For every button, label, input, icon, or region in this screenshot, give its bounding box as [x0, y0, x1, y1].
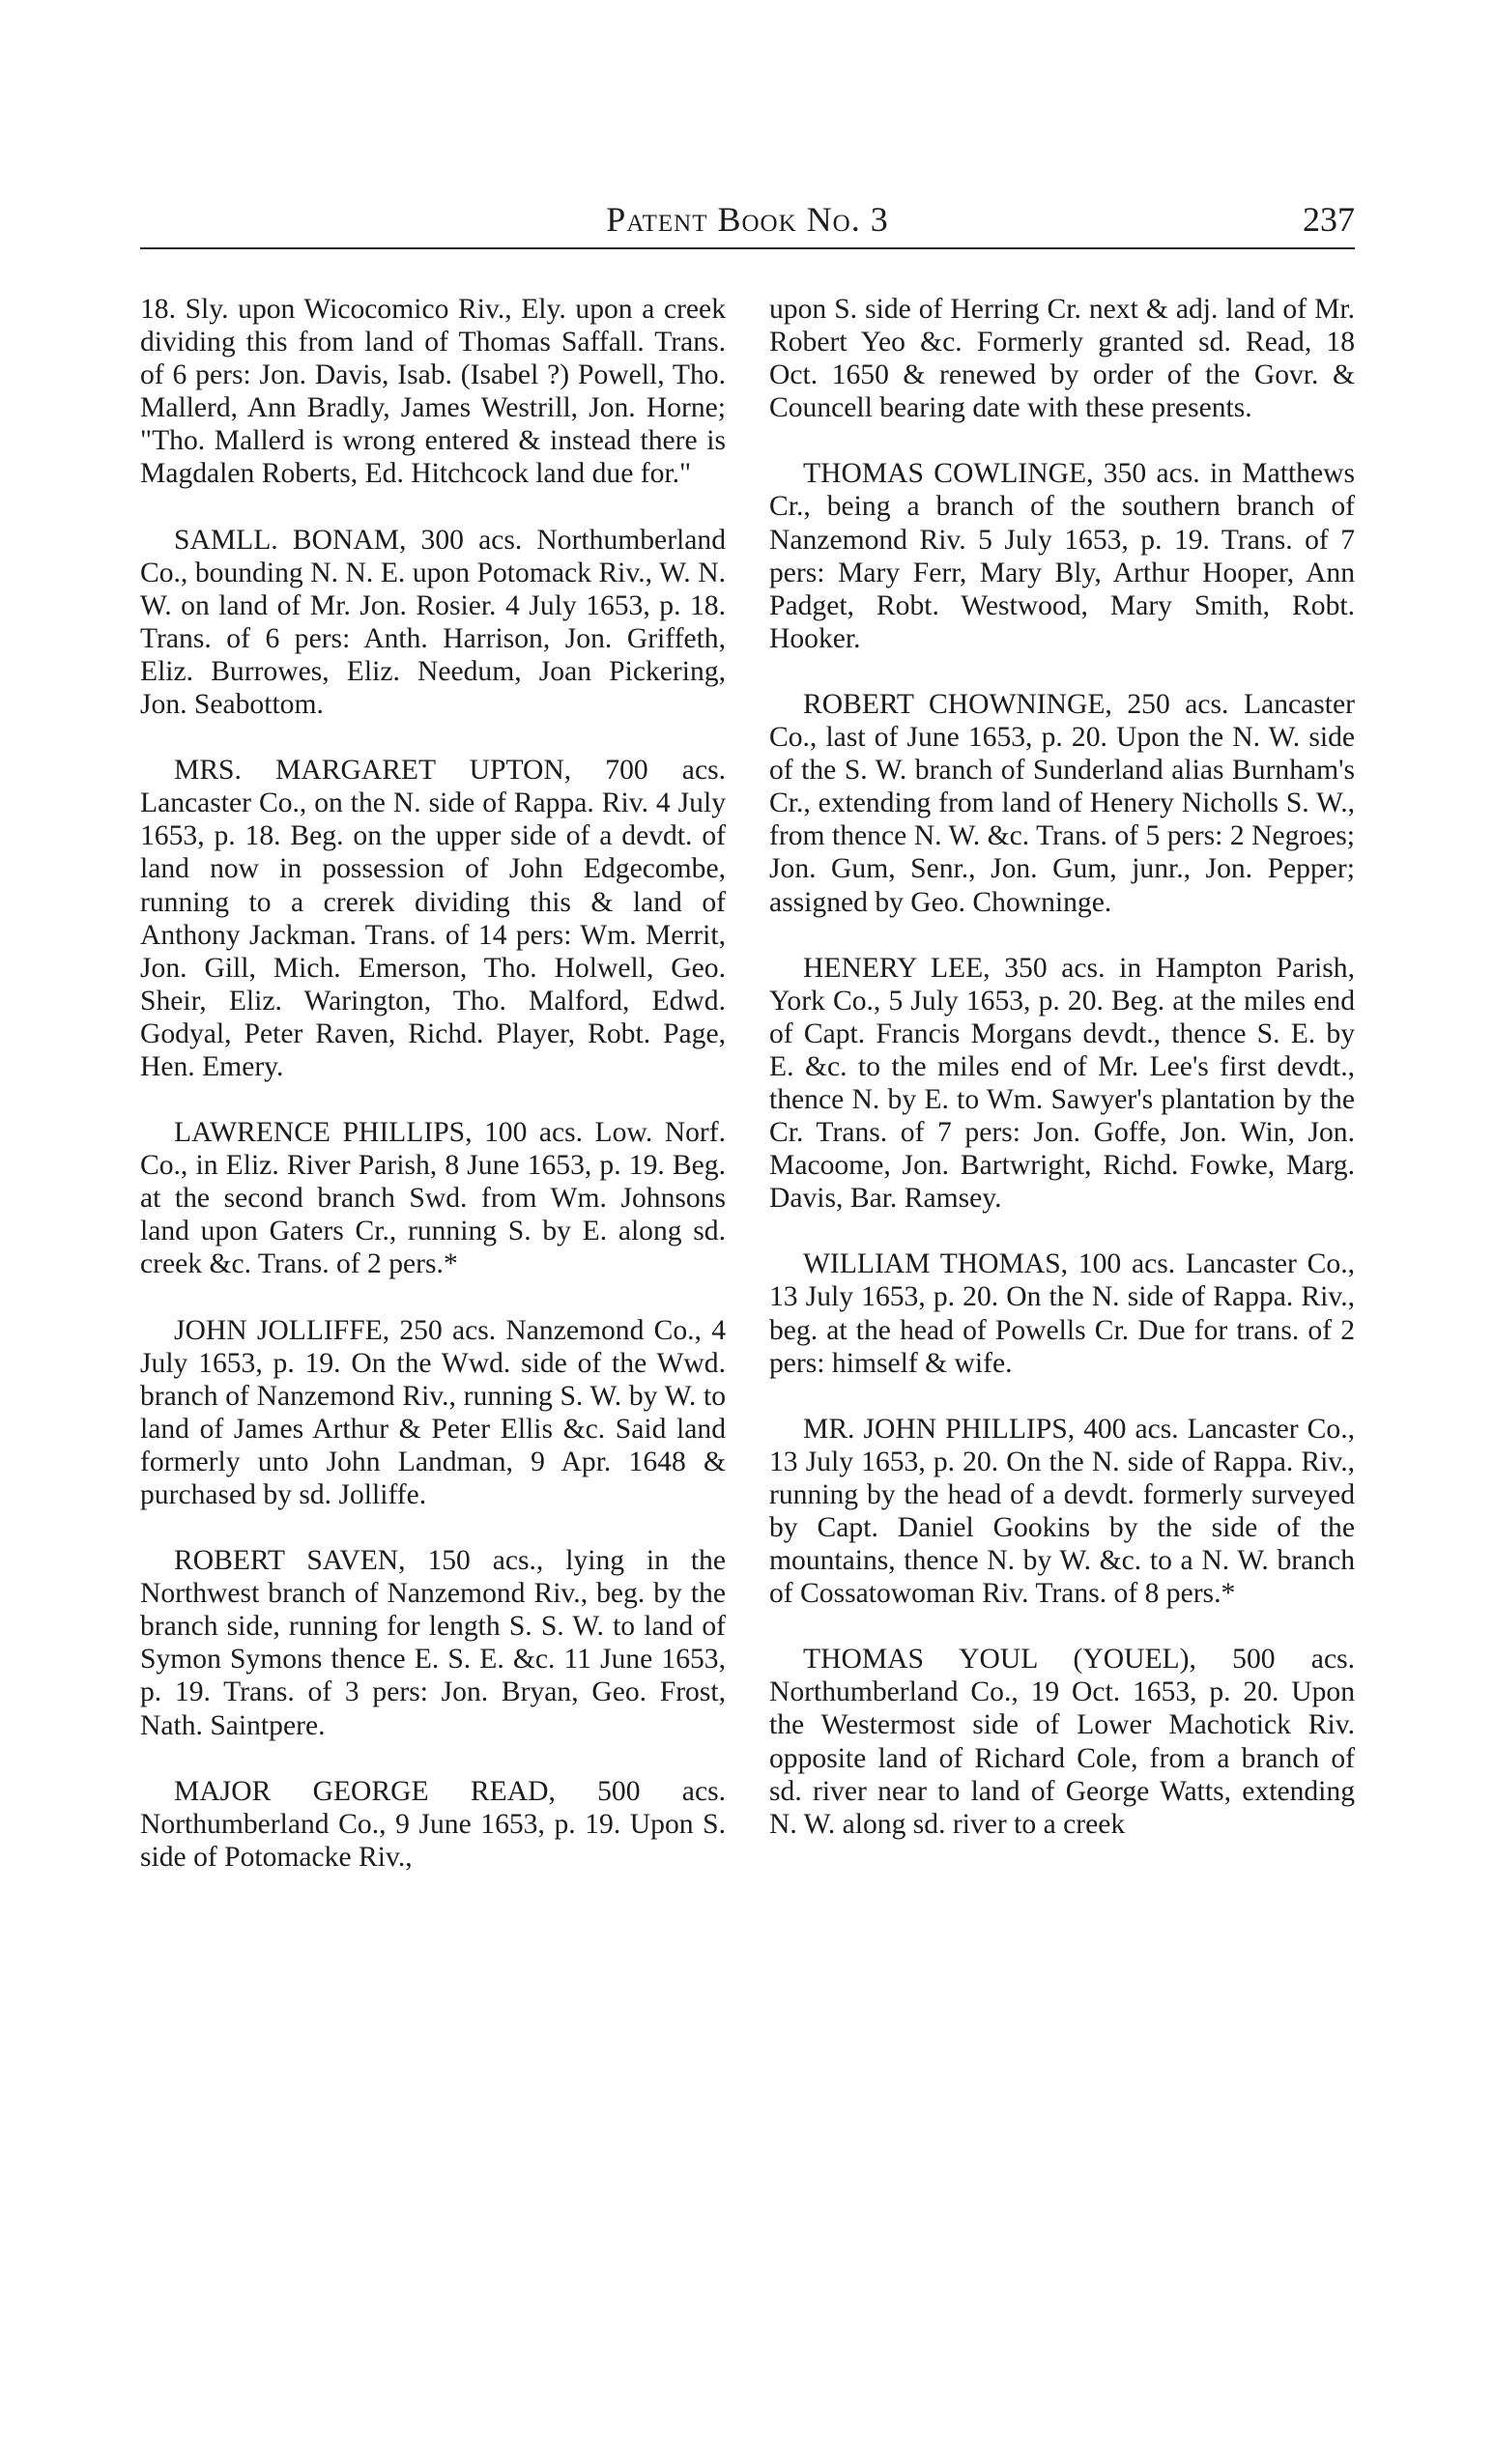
page-number: 237 [1303, 200, 1355, 239]
left-column [140, 293, 726, 1874]
patent-entry: ROBERT SAVEN, 150 acs., lying in the Northwest branch of Nanzemond Riv., beg. by the branch side, running for length S. S. W. to land of Symon Symons thence E. S. E. &c. 11 June 1653, p. 19. Trans. of 3 pers: Jon. Bryan, Geo. Frost, Nath. Saintpere. [140, 1545, 726, 1741]
page-header [140, 191, 1355, 249]
patent-entry: HENERY LEE, 350 acs. in Hampton Parish, York Co., 5 July 1653, p. 20. Beg. at the miles end of Capt. Francis Morgans devdt., thence S. E. by E. &c. to the miles end of Mr. Lee's first devdt., thence N. by E. to Wm. Sawyer's plantation by the Cr. Trans. of 7 pers: Jon. Goffe, Jon. Win, Jon. Macoome, Jon. Bartwright, Richd. Fowke, Marg. Davis, Bar. Ramsey. [769, 952, 1355, 1215]
patent-entry: WILLIAM THOMAS, 100 acs. Lancaster Co., 13 July 1653, p. 20. On the N. side of Rappa. Riv., beg. at the head of Powells Cr. Due for trans. of 2 pers: himself & wife. [769, 1248, 1355, 1379]
patent-entry: 18. Sly. upon Wicocomico Riv., Ely. upon a creek dividing this from land of Thomas Saffall. Trans. of 6 pers: Jon. Davis, Isab. (Isabel ?) Powell, Tho. Mallerd, Ann Bradly, James Westrill, Jon. Horne; "Tho. Mallerd is wrong entered & instead there is Magdalen Roberts, Ed. Hitchcock land due for." [140, 294, 726, 490]
running-head: Patent Book No. 3 [606, 200, 889, 239]
patent-entry: THOMAS YOUL (YOUEL), 500 acs. Northumberland Co., 19 Oct. 1653, p. 20. Upon the Westermost side of Lower Machotick Riv. opposite land of Richard Cole, from a branch of sd. river near to land of George Watts, extending N. W. along sd. river to a creek [769, 1644, 1355, 1840]
patent-entry: JOHN JOLLIFFE, 250 acs. Nanzemond Co., 4 July 1653, p. 19. On the Wwd. side of the Wwd. branch of Nanzemond Riv., running S. W. by W. to land of James Arthur & Peter Ellis &c. Said land formerly unto John Landman, 9 Apr. 1648 & purchased by sd. Jolliffe. [140, 1314, 726, 1510]
header-rule [140, 247, 1355, 249]
patent-entry: MR. JOHN PHILLIPS, 400 acs. Lancaster Co., 13 July 1653, p. 20. On the N. side of Rappa. Riv., running by the head of a devdt. formerly surveyed by Capt. Daniel Gookins by the side of the mountains, thence N. by W. &c. to a N. W. branch of Cossatowoman Riv. Trans. of 8 pers.* [769, 1413, 1355, 1610]
patent-entry: THOMAS COWLINGE, 350 acs. in Matthews Cr., being a branch of the southern branch of Nanzemond Riv. 5 July 1653, p. 19. Trans. of 7 pers: Mary Ferr, Mary Bly, Arthur Hooper, Ann Padget, Robt. Westwood, Mary Smith, Robt. Hooker. [769, 458, 1355, 654]
patent-entry: MAJOR GEORGE READ, 500 acs. Northumberland Co., 9 June 1653, p. 19. Upon S. side of Potomacke Riv., [140, 1775, 726, 1873]
patent-entry: ROBERT CHOWNINGE, 250 acs. Lancaster Co., last of June 1653, p. 20. Upon the N. W. side of the S. W. branch of Sunderland alias Burnham's Cr., extending from land of Henery Nicholls S. W., from thence N. W. &c. Trans. of 5 pers: 2 Negroes; Jon. Gum, Senr., Jon. Gum, junr., Jon. Pepper; assigned by Geo. Chowninge. [769, 688, 1355, 918]
patent-entry: upon S. side of Herring Cr. next & adj. land of Mr. Robert Yeo &c. Formerly granted sd. Read, 18 Oct. 1650 & renewed by order of the Govr. & Councell bearing date with these presents. [769, 294, 1355, 424]
patent-entry: LAWRENCE PHILLIPS, 100 acs. Low. Norf. Co., in Eliz. River Parish, 8 June 1653, p. 19. Beg. at the second branch Swd. from Wm. Johnsons land upon Gaters Cr., running S. by E. along sd. creek &c. Trans. of 2 pers.* [140, 1117, 726, 1280]
right-column [769, 293, 1355, 1841]
patent-entry: SAMLL. BONAM, 300 acs. Northumberland Co., bounding N. N. E. upon Potomack Riv., W. N. W. on land of Mr. Jon. Rosier. 4 July 1653, p. 18. Trans. of 6 pers: Anth. Harrison, Jon. Griffeth, Eliz. Burrowes, Eliz. Needum, Joan Pickering, Jon. Seabottom. [140, 524, 726, 721]
patent-entry: MRS. MARGARET UPTON, 700 acs. Lancaster Co., on the N. side of Rappa. Riv. 4 July 1653, p. 18. Beg. on the upper side of a devdt. of land now in possession of John Edgecombe, running to a crerek dividing this & land of Anthony Jackman. Trans. of 14 pers: Wm. Merrit, Jon. Gill, Mich. Emerson, Tho. Holwell, Geo. Sheir, Eliz. Warington, Tho. Malford, Edwd. Godyal, Peter Raven, Richd. Player, Robt. Page, Hen. Emery. [140, 755, 726, 1082]
